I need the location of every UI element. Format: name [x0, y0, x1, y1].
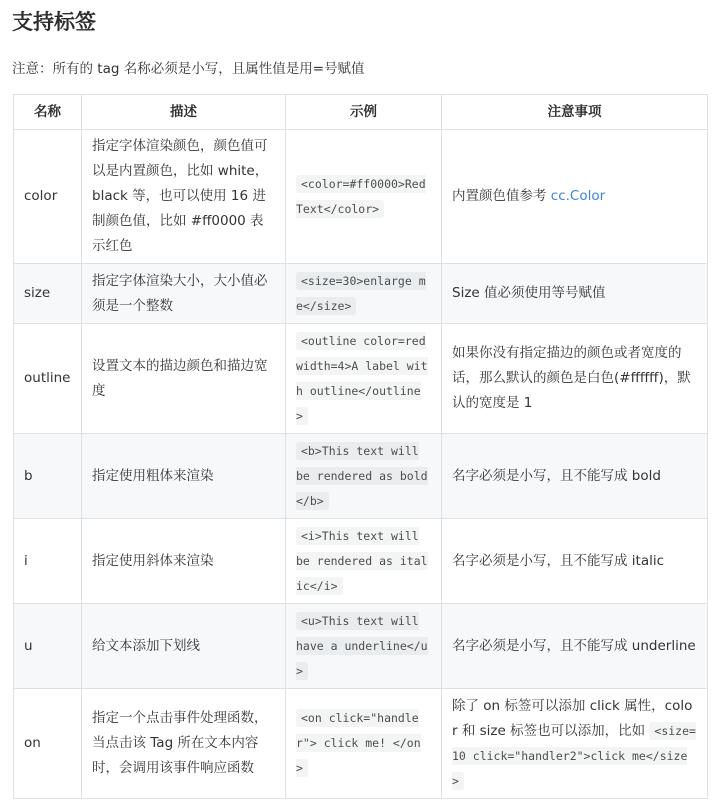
cell-example — [286, 604, 442, 689]
cell-name: i — [14, 519, 82, 604]
page-note: 注意：所有的 tag 名称必须是小写，且属性值是用=号赋值 — [12, 61, 365, 77]
cell-description: 指定使用粗体来渲染 — [82, 434, 286, 519]
example-code: <b>This text will be rendered as bold</b> — [296, 443, 428, 508]
cell-notes: 名字必须是小写，且不能写成 italic — [442, 519, 708, 604]
cell-description: 给文本添加下划线 — [82, 604, 286, 689]
cell-name: size — [14, 264, 82, 324]
note-text: 内置颜色值参考 — [452, 188, 551, 204]
cell-notes — [442, 130, 708, 264]
cell-description: 指定字体渲染大小，大小值必须是一个整数 — [82, 264, 286, 324]
header-description: 描述 — [82, 95, 286, 130]
cell-name: on — [14, 689, 82, 799]
cc-color-link[interactable]: cc.Color — [550, 188, 606, 204]
note-text: 除了 on 标签可以添加 click 属性，color 和 size 标签也可以添加，比如 — [452, 697, 693, 739]
cell-description: 指定一个点击事件处理函数，当点击该 Tag 所在文本内容时，会调用该事件响应函数 — [82, 689, 286, 799]
example-code: <i>This text will be rendered as italic</i> — [296, 528, 428, 593]
header-notes: 注意事项 — [442, 95, 708, 130]
cell-notes: 名字必须是小写，且不能写成 bold — [442, 434, 708, 519]
table-row-u — [14, 604, 708, 689]
tags-table — [13, 94, 708, 799]
example-code: <outline color=red width=4>A label with outline</outline> — [296, 333, 428, 423]
table-row-on — [14, 689, 708, 799]
cell-notes: 如果你没有指定描边的颜色或者宽度的话，那么默认的颜色是白色(#ffffff)，默认的宽度是 1 — [442, 324, 708, 434]
cell-example — [286, 324, 442, 434]
cell-description: 设置文本的描边颜色和描边宽度 — [82, 324, 286, 434]
table-row-size — [14, 264, 708, 324]
header-name: 名称 — [14, 95, 82, 130]
cell-name: u — [14, 604, 82, 689]
cell-name: color — [14, 130, 82, 264]
cell-notes: Size 值必须使用等号赋值 — [442, 264, 708, 324]
table-header-row — [14, 95, 708, 130]
table-row-color — [14, 130, 708, 264]
cell-description: 指定字体渲染颜色，颜色值可以是内置颜色，比如 white，black 等，也可以使用 16 进制颜色值，比如 #ff0000 表示红色 — [82, 130, 286, 264]
cell-example — [286, 434, 442, 519]
note-code: <size=10 click="handler2">click me</size> — [452, 723, 696, 788]
cell-example — [286, 689, 442, 799]
cell-name: b — [14, 434, 82, 519]
page-title: 支持标签 — [12, 10, 96, 34]
example-code: <u>This text will have a underline</u> — [296, 613, 428, 678]
table-row-i — [14, 519, 708, 604]
example-code: <size=30>enlarge me</size> — [296, 273, 426, 313]
table-row-outline — [14, 324, 708, 434]
cell-notes — [442, 689, 708, 799]
example-code: <on click="handler"> click me! </on> — [296, 711, 421, 775]
cell-name: outline — [14, 324, 82, 434]
table-row-b — [14, 434, 708, 519]
cell-example — [286, 519, 442, 604]
cell-description: 指定使用斜体来渲染 — [82, 519, 286, 604]
example-code: <color=#ff0000>Red Text</color> — [296, 176, 426, 216]
cell-example — [286, 130, 442, 264]
cell-notes: 名字必须是小写，且不能写成 underline — [442, 604, 708, 689]
cell-example — [286, 264, 442, 324]
header-example: 示例 — [286, 95, 442, 130]
